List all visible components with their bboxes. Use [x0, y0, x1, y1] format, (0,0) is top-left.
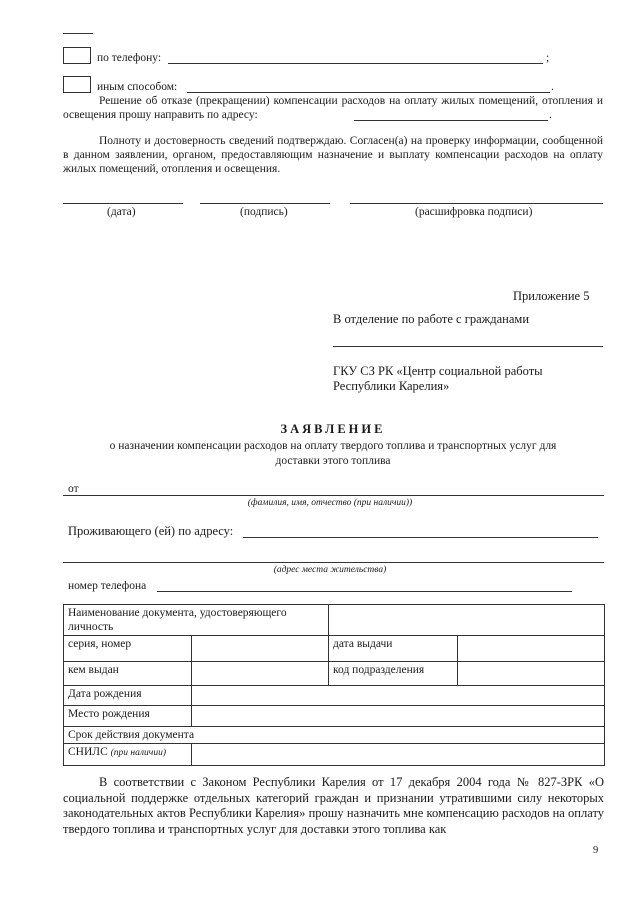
to-department: В отделение по работе с гражданами — [333, 312, 530, 326]
page-number: 9 — [593, 845, 599, 856]
sign-line[interactable] — [200, 203, 330, 204]
refusal-end: . — [549, 109, 552, 121]
snils-value[interactable] — [192, 744, 605, 766]
refusal-text: Решение об отказе (прекращении) компенсации расходов на оплату жилых помещений, отопления и освещения прошу направить по адресу: — [63, 95, 603, 121]
application-subtitle-2: доставки этого топлива — [275, 455, 391, 467]
issue-date-cell: дата выдачи — [329, 636, 458, 662]
validity-cell: Срок действия документа — [64, 727, 329, 744]
issued-by-value[interactable] — [192, 662, 329, 686]
refusal-address-field[interactable] — [354, 120, 548, 121]
decode-caption: (расшифровка подписи) — [415, 206, 533, 218]
other-method-field[interactable] — [187, 92, 550, 93]
from-label: от — [68, 483, 79, 495]
application-subtitle-1: о назначении компенсации расходов на оплату твердого топлива и транспортных услуг для — [109, 440, 557, 452]
phone-delivery-end: ; — [546, 52, 550, 64]
phone-checkbox[interactable] — [63, 47, 91, 64]
birth-place-cell: Место рождения — [64, 706, 192, 727]
other-method-checkbox[interactable] — [63, 76, 91, 93]
series-number-cell: серия, номер — [64, 636, 192, 662]
org-line2: Республики Карелия» — [333, 379, 450, 393]
org-line1: ГКУ СЗ РК «Центр социальной работы — [333, 364, 543, 378]
fio-field[interactable] — [63, 495, 604, 496]
decode-line[interactable] — [350, 203, 603, 204]
top-line — [63, 33, 93, 34]
refusal-paragraph — [63, 94, 603, 122]
phone-number-field[interactable] — [157, 591, 572, 592]
confirmation-paragraph: Полноту и достоверность сведений подтверждаю. Согласен(а) на проверку информации, сообщенной в данном заявлении, органом, предоставляющим назначение и выплату компенсации расходов на оплату жилых помещений, отопления и освещения. — [63, 135, 603, 175]
table-row — [64, 686, 605, 706]
application-title: ЗАЯВЛЕНИЕ — [280, 422, 386, 436]
doc-name-value[interactable] — [329, 605, 605, 636]
department-line[interactable] — [333, 346, 603, 347]
division-code-value[interactable] — [458, 662, 605, 686]
date-caption: (дата) — [107, 206, 136, 218]
table-row — [64, 636, 605, 662]
law-paragraph: В соответствии с Законом Республики Карелия от 17 декабря 2004 года № 827-ЗРК «О социальной поддержке отдельных категорий граждан и признании утратившими силу некоторых законодательных актов Республики Карелия» прошу назначить мне компенсацию расходов на оплату твердого топлива и транспортных услуг для доставки этого топлива как — [63, 775, 604, 836]
issued-by-cell: кем выдан — [64, 662, 192, 686]
identity-document-table — [63, 604, 605, 766]
snils-hint: (при наличии) — [110, 748, 166, 758]
snils-label: СНИЛС — [68, 746, 108, 758]
division-code-cell: код подразделения — [329, 662, 458, 686]
series-number-value[interactable] — [192, 636, 329, 662]
residing-label: Проживающего (ей) по адресу: — [68, 524, 234, 538]
address-field-2[interactable] — [63, 562, 604, 563]
validity-value[interactable] — [329, 727, 605, 744]
birth-date-value[interactable] — [192, 686, 605, 706]
table-row — [64, 605, 605, 636]
table-row — [64, 727, 605, 744]
birth-date-cell: Дата рождения — [64, 686, 192, 706]
table-row — [64, 662, 605, 686]
issue-date-value[interactable] — [458, 636, 605, 662]
address-hint: (адрес места жительства) — [273, 565, 387, 575]
appendix-label: Приложение 5 — [513, 289, 590, 303]
other-method-end: . — [551, 81, 554, 93]
other-method-label: иным способом: — [97, 81, 178, 93]
birth-place-value[interactable] — [192, 706, 605, 727]
snils-cell — [64, 744, 192, 766]
residing-field[interactable] — [243, 537, 598, 538]
phone-delivery-field[interactable] — [168, 63, 543, 64]
phone-delivery-label: по телефону: — [97, 52, 162, 64]
doc-name-cell: Наименование документа, удостоверяющего личность — [64, 605, 329, 636]
phone-number-label: номер телефона — [68, 580, 147, 592]
sign-caption: (подпись) — [240, 206, 288, 218]
fio-hint: (фамилия, имя, отчество (при наличии)) — [247, 498, 413, 508]
table-row — [64, 744, 605, 766]
table-row — [64, 706, 605, 727]
date-line[interactable] — [63, 203, 183, 204]
